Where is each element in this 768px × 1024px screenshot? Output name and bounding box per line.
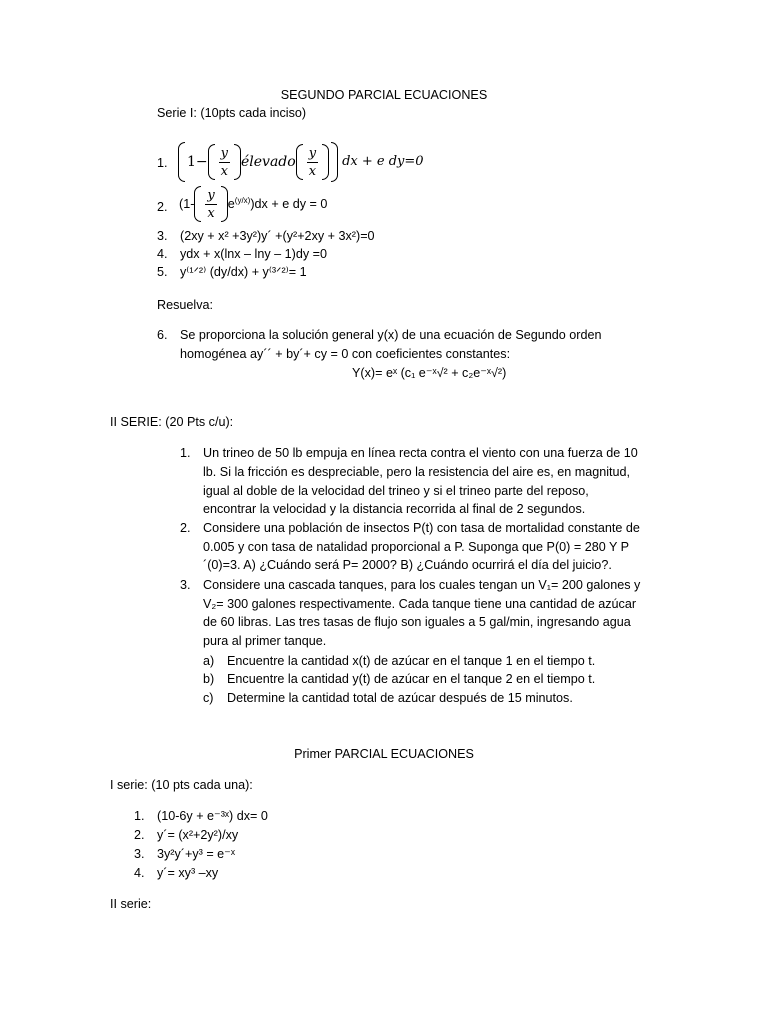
fraction-y-over-x: $\frac{y}{x}$ bbox=[207, 187, 215, 221]
item-text: (2xy + x² +3y²)y´ +(y²+2xy + 3x²)=0 bbox=[180, 229, 375, 243]
left-paren bbox=[296, 144, 303, 180]
page-title-2: Primer PARCIAL ECUACIONES bbox=[294, 747, 474, 761]
item-text: ydx + x(lnx – lny – 1)dy =0 bbox=[180, 247, 327, 261]
item-line: Considere una población de insectos P(t) con tasa de mortalidad constante de bbox=[203, 521, 640, 535]
item-text: y´= xy³ –xy bbox=[157, 866, 219, 880]
item-line: V₂= 300 galones respectivamente. Cada tanque tiene una cantidad de azúcar bbox=[203, 597, 637, 611]
item-number: 4. bbox=[157, 247, 168, 261]
item-number: 1. bbox=[157, 156, 168, 170]
item-text: y´= (x²+2y²)/xy bbox=[157, 828, 239, 842]
item-line: pura al primer tanque. bbox=[203, 634, 327, 648]
item-line: igual al doble de la velocidad del trineo y si el trineo parte del reposo, bbox=[203, 484, 589, 498]
item-line: de 60 libras. Las tres tasas de flujo son iguales a 5 gal/min, ingresando agua bbox=[203, 615, 631, 629]
resuelva-heading: Resuelva: bbox=[157, 298, 214, 312]
sub-item-letter: a) bbox=[203, 654, 215, 668]
sub-item-letter: b) bbox=[203, 672, 215, 686]
sub-item-text: Encuentre la cantidad x(t) de azúcar en el tanque 1 en el tiempo t. bbox=[227, 654, 596, 668]
eq2-open: (1- bbox=[179, 197, 195, 211]
item-number: 3. bbox=[134, 847, 145, 861]
serie-1b-heading: I serie: (10 pts cada una): bbox=[110, 778, 253, 792]
item-number: 3. bbox=[157, 229, 168, 243]
item-number: 2. bbox=[134, 828, 145, 842]
item-text: (10-6y + e⁻³ˣ) dx= 0 bbox=[157, 809, 268, 823]
left-paren bbox=[178, 142, 185, 182]
right-paren bbox=[331, 142, 338, 182]
item-6-line: Se proporciona la solución general y(x) de una ecuación de Segundo orden bbox=[180, 328, 602, 342]
equation-2: (1- $\frac{y}{x}$ e (y/x) )dx + e dy = 0 bbox=[179, 187, 328, 221]
item-line: 0.005 y con tasa de natalidad proporcional a P. Suponga que P(0) = 280 Y P bbox=[203, 540, 630, 554]
left-paren bbox=[208, 144, 215, 180]
item-line: Un trineo de 50 lb empuja en línea recta contra el viento con una fuerza de 10 bbox=[203, 446, 638, 460]
right-paren bbox=[322, 144, 329, 180]
item-6-equation: Y(x)= eˣ (c₁ e⁻ˣ√² + c₂e⁻ˣ√²) bbox=[352, 366, 507, 380]
eq1-tail: dx + e dy=0 bbox=[342, 154, 424, 169]
item-6-line: homogénea ay´´ + by´+ cy = 0 con coeficientes constantes: bbox=[180, 347, 511, 361]
serie-2-heading: II SERIE: (20 Pts c/u): bbox=[110, 415, 234, 429]
fraction-y-over-x: $\frac{y}{x}$ bbox=[220, 145, 228, 179]
left-paren bbox=[194, 186, 201, 222]
eq1-one: 1− bbox=[187, 154, 208, 170]
item-number: 1. bbox=[134, 809, 145, 823]
item-line: Considere una cascada tanques, para los cuales tengan un V₁= 200 galones y bbox=[203, 578, 641, 592]
item-number: 1. bbox=[180, 446, 191, 460]
serie-2b-heading: II serie: bbox=[110, 897, 152, 911]
item-line: ´(0)=3. A) ¿Cuándo será P= 2000? B) ¿Cuándo ocurrirá el día del juicio?. bbox=[203, 558, 612, 572]
right-paren bbox=[221, 186, 228, 222]
item-line: encontrar la velocidad y la distancia recorrida al final de 2 segundos. bbox=[203, 502, 586, 516]
item-number: 2. bbox=[157, 200, 168, 214]
sub-item-text: Determine la cantidad total de azúcar después de 15 minutos. bbox=[227, 691, 573, 705]
right-paren bbox=[234, 144, 241, 180]
item-number: 6. bbox=[157, 328, 168, 342]
eq2-tail: )dx + e dy = 0 bbox=[250, 197, 328, 211]
sub-item-letter: c) bbox=[203, 691, 214, 705]
item-number: 5. bbox=[157, 265, 168, 279]
item-line: lb. Si la fricción es despreciable, pero la resistencia del aire es, en magnitud, bbox=[203, 465, 631, 479]
item-number: 2. bbox=[180, 521, 191, 535]
fraction-y-over-x: $\frac{y}{x}$ bbox=[308, 145, 317, 179]
equation-1 bbox=[178, 142, 424, 182]
page-title: SEGUNDO PARCIAL ECUACIONES bbox=[280, 88, 488, 102]
item-number: 4. bbox=[134, 866, 145, 880]
eq2-e: e bbox=[227, 197, 235, 211]
sub-item-text: Encuentre la cantidad y(t) de azúcar en el tanque 2 en el tiempo t. bbox=[227, 672, 596, 686]
item-text: 3y²y´+y³ = e⁻ˣ bbox=[157, 847, 235, 861]
eq1-word: élevado bbox=[241, 154, 296, 170]
serie-1-heading: Serie I: (10pts cada inciso) bbox=[157, 106, 307, 120]
item-number: 3. bbox=[180, 578, 191, 592]
item-text: y⁽¹ᐟ²⁾ (dy/dx) + y⁽³ᐟ²⁾= 1 bbox=[180, 265, 307, 279]
